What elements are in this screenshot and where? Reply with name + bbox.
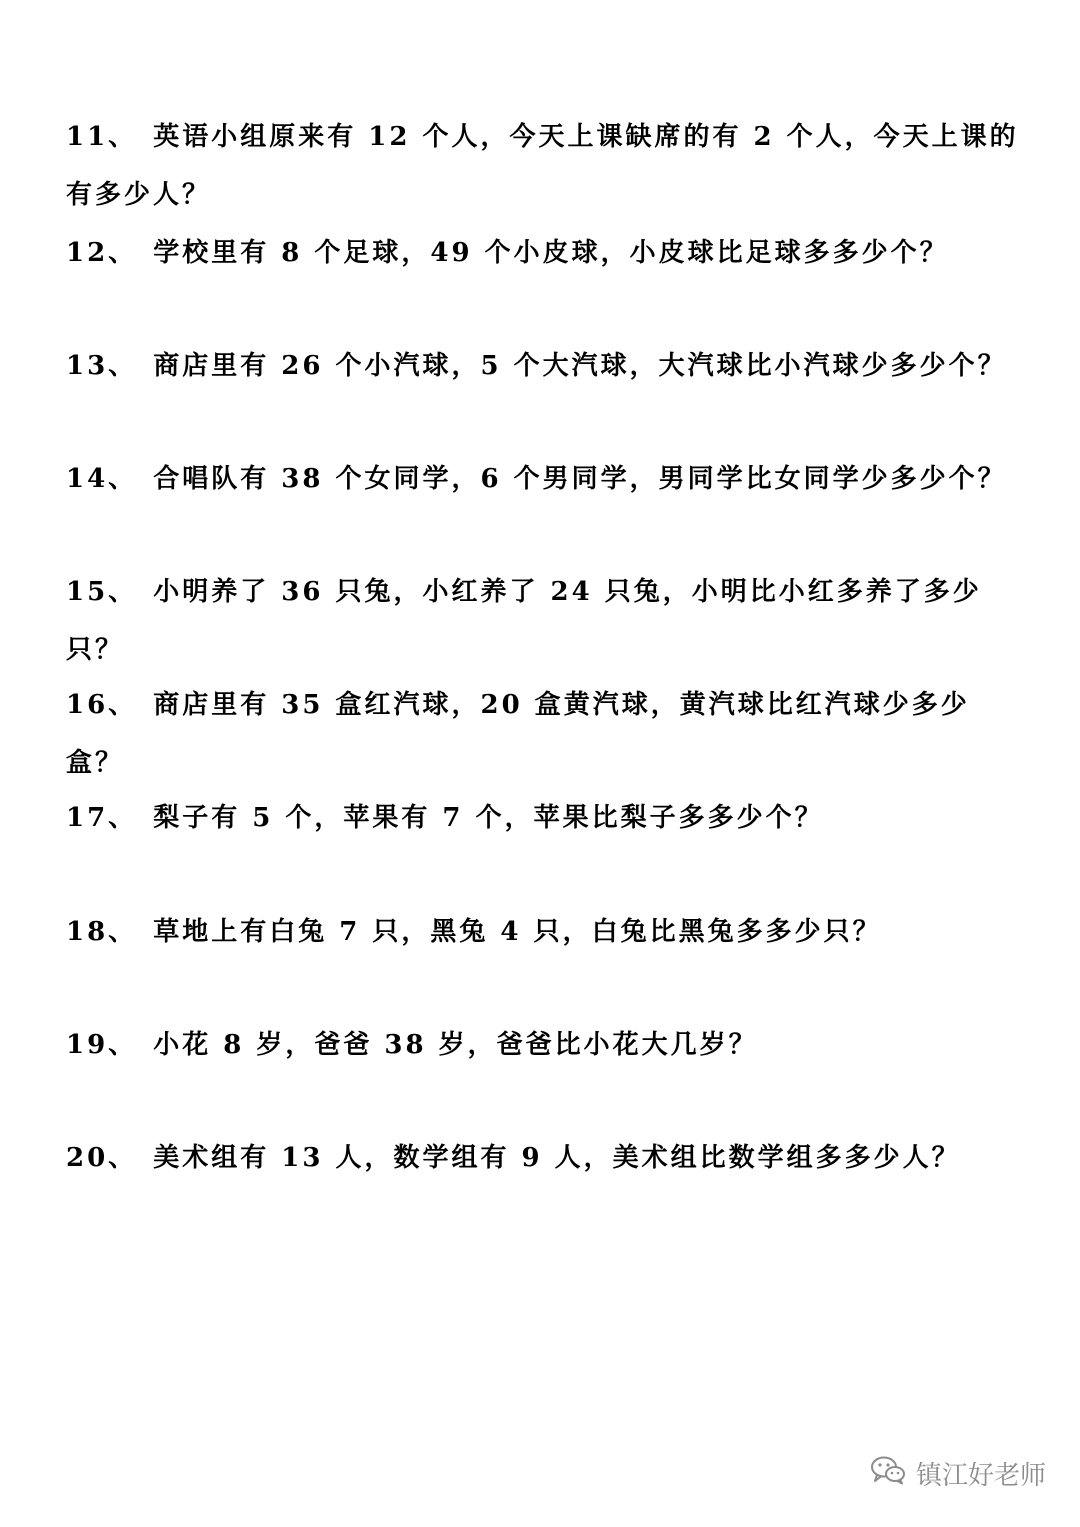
problem-13	[66, 337, 1026, 395]
problem-text: 草地上有白兔 7 只，黑兔 4 只，白兔比黑兔多多少只？	[153, 917, 882, 947]
problem-number: 18、	[66, 917, 138, 947]
wechat-icon	[870, 1455, 906, 1492]
problem-19	[66, 1016, 1026, 1074]
problem-text: 合唱队有 38 个女同学，6 个男同学，男同学比女同学少多少个？	[153, 464, 1007, 494]
problem-18	[66, 903, 1026, 961]
watermark	[870, 1453, 1046, 1493]
problem-number: 19、	[66, 1030, 138, 1060]
problem-text: 商店里有 26 个小汽球，5 个大汽球，大汽球比小汽球少多少个？	[153, 351, 1007, 381]
problem-text: 学校里有 8 个足球，49 个小皮球，小皮球比足球多多少个？	[153, 238, 949, 268]
problem-text: 小明养了 36 只兔，小红养了 24 只兔，小明比小红多养了多少只？	[66, 577, 982, 665]
problem-14	[66, 450, 1026, 508]
problem-number: 20、	[66, 1143, 138, 1173]
problem-12	[66, 224, 1026, 282]
problem-number: 12、	[66, 238, 138, 268]
problem-text: 美术组有 13 人，数学组有 9 人，美术组比数学组多多少人？	[153, 1143, 961, 1173]
problem-number: 14、	[66, 464, 138, 494]
problem-15	[66, 563, 1026, 679]
problem-text: 英语小组原来有 12 个人，今天上课缺席的有 2 个人，今天上课的有多少人？	[66, 122, 1019, 210]
problem-text: 梨子有 5 个，苹果有 7 个，苹果比梨子多多少个？	[153, 803, 824, 833]
problem-11	[66, 108, 1026, 224]
problem-text: 商店里有 35 盒红汽球，20 盒黄汽球，黄汽球比红汽球少多少盒？	[66, 690, 970, 778]
problem-number: 17、	[66, 803, 138, 833]
problem-text: 小花 8 岁，爸爸 38 岁，爸爸比小花大几岁？	[153, 1030, 758, 1060]
watermark-text: 镇江好老师	[915, 1460, 1046, 1491]
problem-number: 15、	[66, 577, 138, 607]
problem-number: 16、	[66, 690, 138, 720]
problem-17	[66, 789, 1026, 847]
problem-16	[66, 676, 1026, 792]
problem-number: 13、	[66, 351, 138, 381]
problem-20	[66, 1129, 1026, 1187]
problem-number: 11、	[66, 122, 138, 152]
